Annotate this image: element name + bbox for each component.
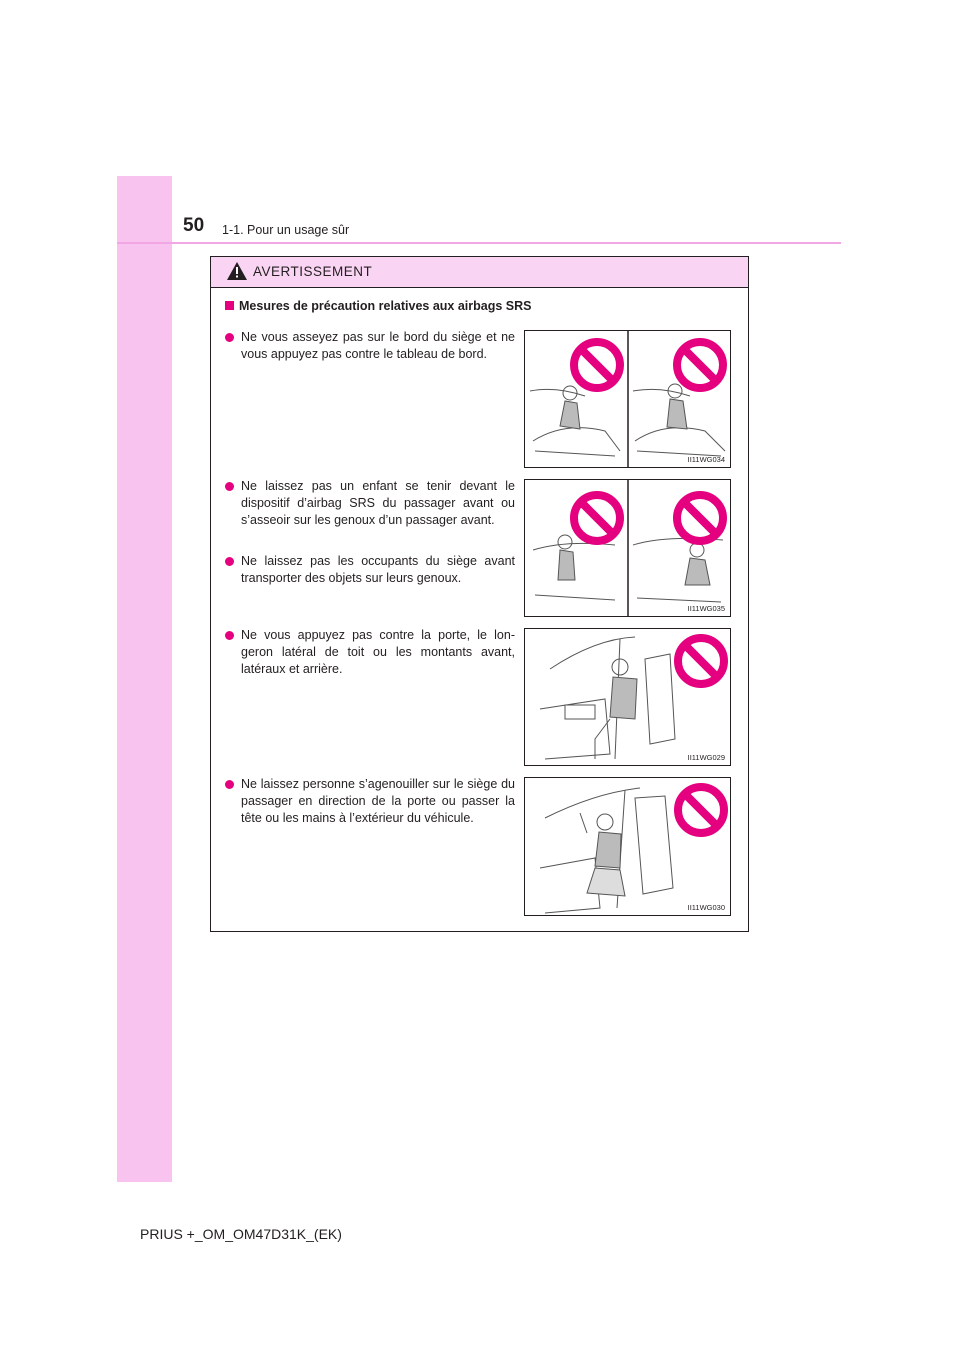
bullet-text: Ne laissez pas un enfant se tenir devant le dispositif d’airbag SRS du passager avant ou s’asseoir sur les genoux d’un passager avant. (241, 479, 515, 527)
bullet-item (225, 776, 515, 827)
prohibition-icon (677, 342, 723, 388)
figure-code: II11WG035 (687, 604, 725, 613)
bullet-dot-icon (225, 557, 234, 566)
bullet-item (225, 627, 515, 678)
warning-header (211, 257, 748, 288)
side-tab (117, 176, 172, 1182)
manual-code: PRIUS +_OM_OM47D31K_(EK) (140, 1226, 342, 1242)
bullet-item (225, 478, 515, 529)
warning-subheading (225, 299, 531, 313)
bullet-dot-icon (225, 631, 234, 640)
square-bullet-icon (225, 301, 234, 310)
subheading-text: Mesures de précaution relatives aux airbags SRS (239, 299, 532, 313)
bullet-dot-icon (225, 780, 234, 789)
bullet-dot-icon (225, 333, 234, 342)
prohibition-icon (677, 495, 723, 541)
header-rule (117, 242, 841, 244)
bullet-item (225, 553, 515, 587)
bullet-item (225, 329, 515, 363)
bullet-text: Ne laissez personne s’agenouiller sur le siège du passager en direction de la porte ou passer la tête ou les mains à l’extérieur du véhicule. (241, 777, 515, 825)
prohibition-icon (678, 638, 724, 684)
section-title: 1-1. Pour un usage sûr (222, 223, 350, 237)
bullet-text: Ne laissez pas les occupants du siège avant transporter des objets sur leurs genoux. (241, 554, 515, 585)
bullet-text: Ne vous asseyez pas sur le bord du siège et ne vous appuyez pas contre le tableau de bord. (241, 330, 515, 361)
illustration-kneeling-toward-door (524, 777, 731, 916)
prohibition-icon (574, 342, 620, 388)
illustration-leaning-on-door (524, 628, 731, 766)
illustration-child-front-passenger (524, 479, 731, 617)
warning-triangle-icon (227, 262, 247, 280)
prohibition-icon (678, 787, 724, 833)
prohibition-icon (574, 495, 620, 541)
illustration-sitting-on-seat-edge (524, 330, 731, 468)
warning-title: AVERTISSEMENT (253, 264, 373, 279)
figure-code: II11WG030 (687, 903, 725, 912)
figure-code: II11WG029 (687, 753, 725, 762)
bullet-dot-icon (225, 482, 234, 491)
bullet-text: Ne vous appuyez pas contre la porte, le lon-geron latéral de toit ou les montants avant, latéraux et arrière. (241, 628, 515, 676)
figure-code: II11WG034 (687, 455, 725, 464)
page-number: 50 (183, 215, 205, 236)
warning-box (210, 256, 749, 932)
